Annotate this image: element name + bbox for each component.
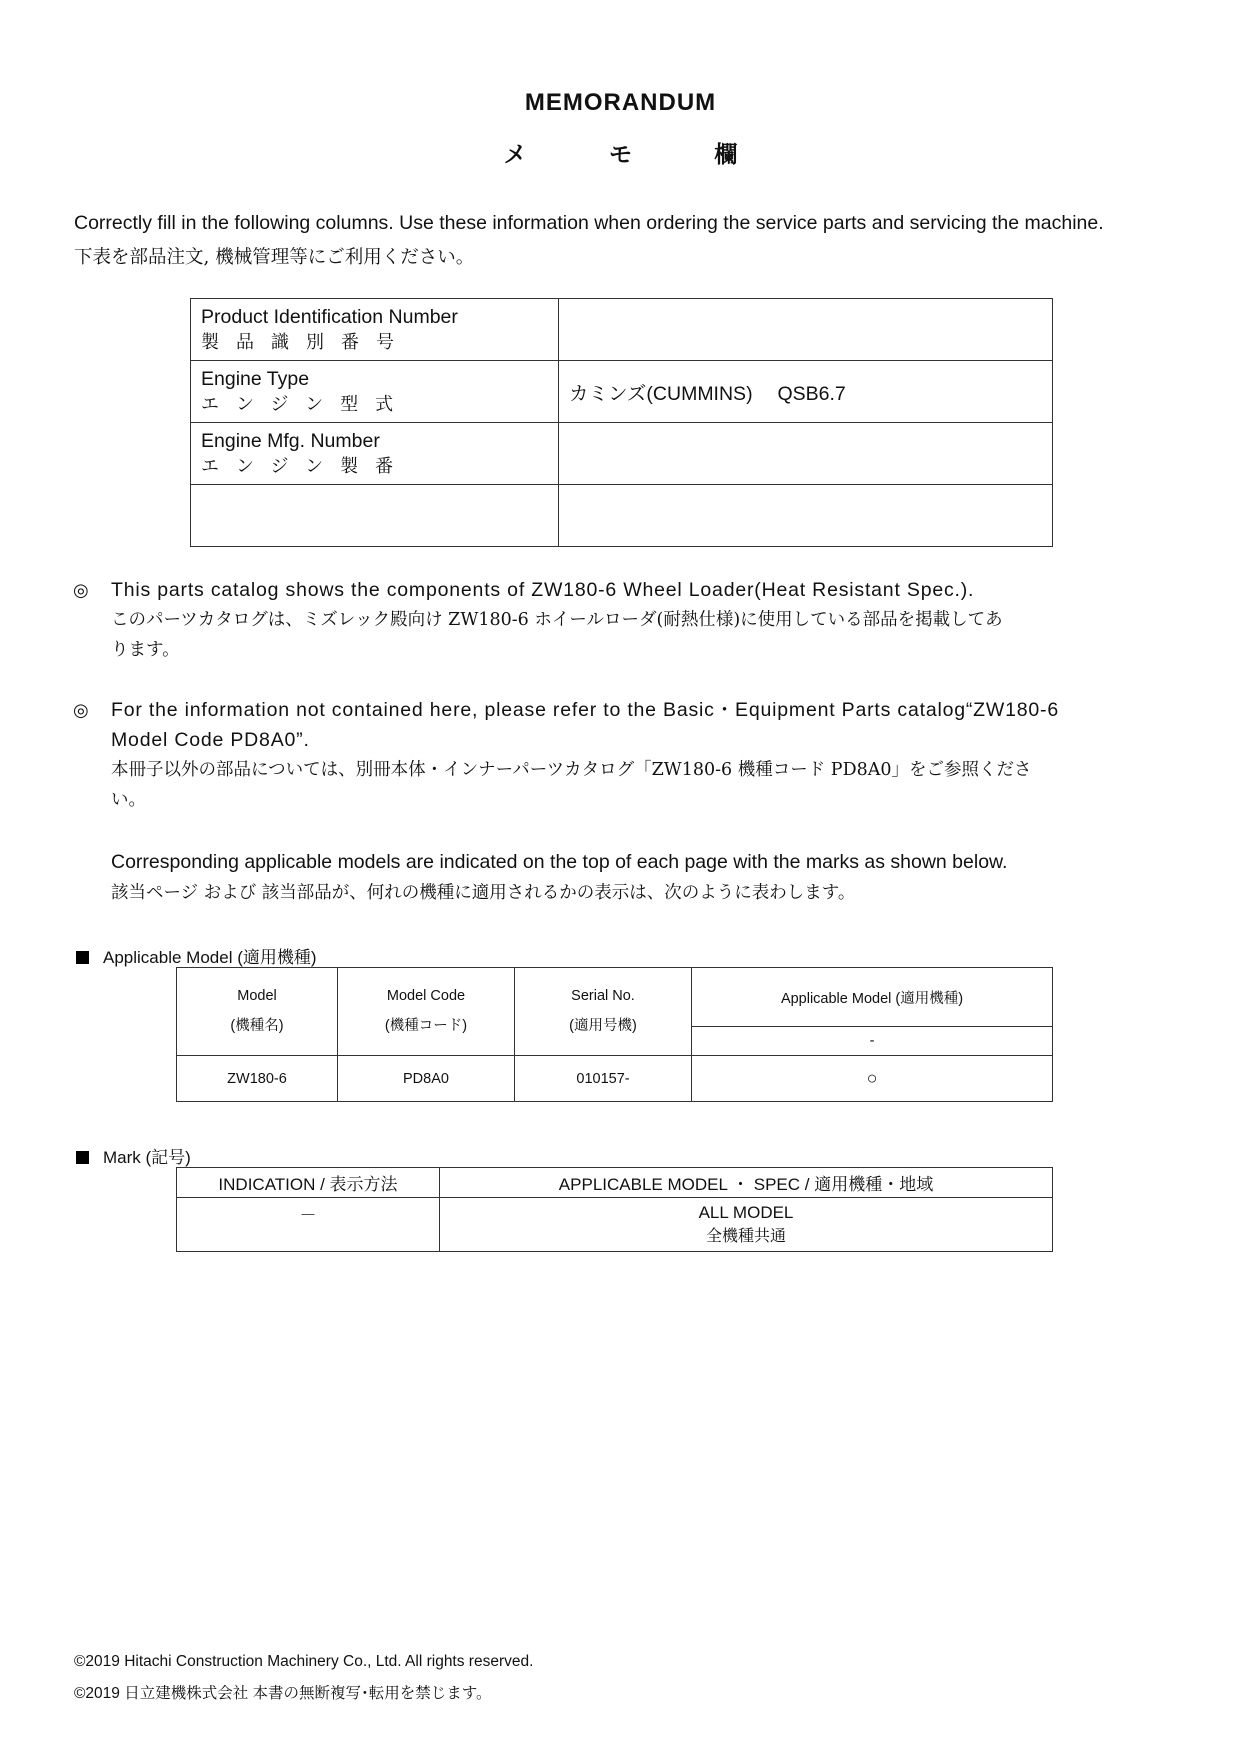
cell-indication: － [177,1198,440,1252]
bullet-icon: ◎ [73,700,89,720]
square-bullet-icon [76,951,89,964]
note1-japanese-line2: ります。 [111,640,180,660]
square-bullet-icon [76,1151,89,1164]
all-model-ja: 全機種共通 [705,1226,786,1245]
engine-type-field[interactable]: カミンズ(CUMMINS) QSB6.7 [559,361,1053,423]
table-row [177,968,1053,1027]
table-row [191,299,1053,361]
applicable-model-heading-text: Applicable Model (適用機種) [103,948,317,967]
label-japanese: エンジン製番 [201,455,411,477]
page-title-japanese: メ モ 欄 [503,141,776,167]
all-model-en: ALL MODEL [698,1203,794,1222]
header-applicable-sub: - [692,1027,1053,1056]
note2-english-line2: Model Code PD8A0”. [111,729,310,751]
header-code-ja: (機種コード) [384,1018,468,1034]
header-serial-ja: (適用号機) [569,1018,637,1034]
table-row [191,361,1053,423]
cell-model-code: PD8A0 [338,1056,515,1102]
label-japanese: エンジン型式 [201,393,411,415]
table-row [191,485,1053,547]
header-code-en: Model Code [386,988,466,1004]
header-model-en: Model [237,988,277,1004]
header-model [177,968,338,1056]
applicable-circle-mark: ○ [692,1056,1053,1102]
table-cell-label [191,361,559,423]
cell-model: ZW180-6 [177,1056,338,1102]
header-applicable-model: Applicable Model (適用機種) [692,968,1053,1027]
table-row [177,1056,1053,1102]
copyright-english: ©2019 Hitachi Construction Machinery Co., Ltd. All rights reserved. [74,1653,534,1670]
mark-heading [76,1143,191,1168]
intro-japanese: 下表を部品注文, 機械管理等にご利用ください。 [74,247,475,268]
header-serial-en: Serial No. [571,988,635,1004]
note3-japanese: 該当ページ および 該当部品が、何れの機種に適用されるかの表示は、次のように表わします。 [111,883,856,903]
blank-value-field[interactable] [559,485,1053,547]
note1-japanese-line1: このパーツカタログは、ミズレック殿向け ZW180-6 ホイールローダ(耐熱仕様)に使用している部品を掲載してあ [111,610,1003,630]
mark-heading-text: Mark (記号) [103,1148,191,1167]
label-english: Product Identification Number [201,305,458,328]
memo-table [190,298,1053,547]
bullet-icon: ◎ [73,580,89,600]
table-row [177,1168,1053,1198]
note2-english-line1: For the information not contained here, please refer to the Basic・Equipment Parts catalog“ZW180-6 [111,699,1059,721]
label-english: Engine Mfg. Number [201,429,380,452]
label-english: Engine Type [201,367,310,390]
note1-english: This parts catalog shows the components of ZW180-6 Wheel Loader(Heat Resistant Spec.). [111,579,975,601]
header-serial [515,968,692,1056]
table-row [177,1198,1053,1252]
label-japanese: 製品識別番号 [201,331,411,353]
page-title: MEMORANDUM [524,89,717,116]
cell-serial: 010157- [515,1056,692,1102]
applicable-model-table [176,967,1053,1102]
engine-mfg-number-field[interactable] [559,423,1053,485]
product-id-field[interactable] [559,299,1053,361]
header-applicable-spec: APPLICABLE MODEL ・ SPEC / 適用機種・地域 [440,1168,1053,1198]
applicable-model-heading [76,943,317,968]
header-indication: INDICATION / 表示方法 [177,1168,440,1198]
header-model-code [338,968,515,1056]
table-cell-label [191,423,559,485]
copyright-japanese: ©2019 日立建機株式会社 本書の無断複写･転用を禁じます。 [74,1685,492,1702]
note2-japanese-line2: い。 [111,790,146,810]
note2-japanese-line1: 本冊子以外の部品については、別冊本体・インナーパーツカタログ「ZW180-6 機種コード PD8A0」をご参照くださ [111,760,1032,780]
header-model-ja: (機種名) [230,1018,284,1034]
mark-table [176,1167,1053,1252]
blank-label-field[interactable] [191,485,559,547]
note3-english: Corresponding applicable models are indicated on the top of each page with the marks as shown below. [111,851,1008,873]
cell-applicable-spec [440,1198,1053,1252]
intro-english: Correctly fill in the following columns. Use these information when ordering the service parts and servicing the machine. [74,212,1104,234]
table-cell-label [191,299,559,361]
table-row [191,423,1053,485]
